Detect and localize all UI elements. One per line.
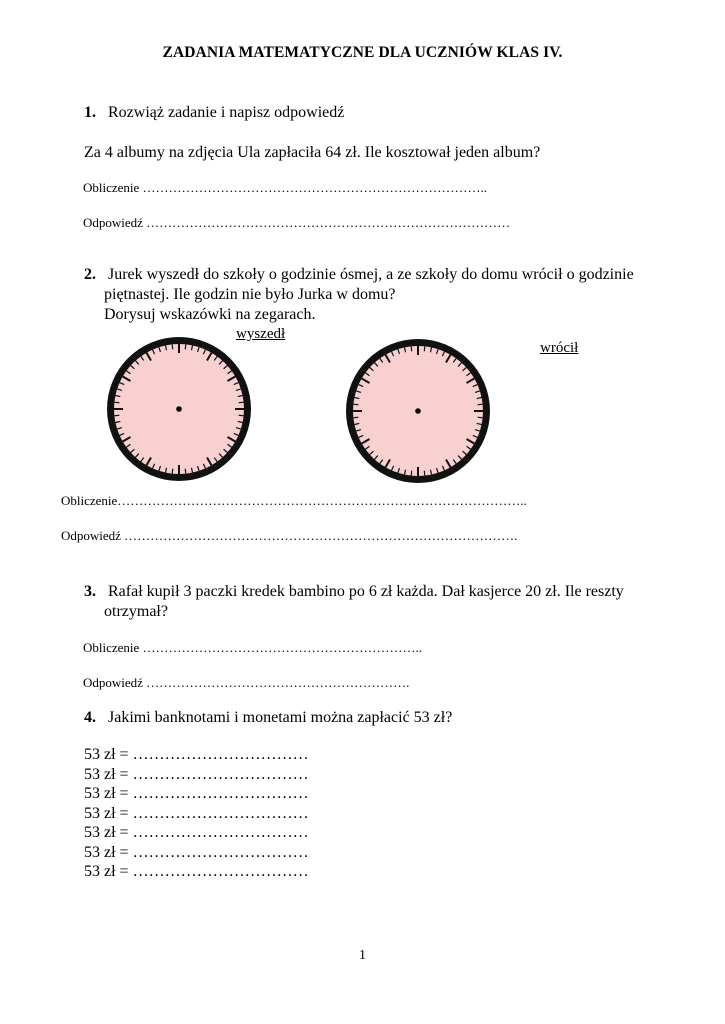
clock-left[interactable] [106, 336, 252, 482]
clock-minute-tick [114, 415, 119, 416]
q1-number: 1. [84, 104, 96, 121]
q1-instruction: Rozwiąż zadanie i napisz odpowiedź [108, 104, 345, 121]
q4-answer-lines [84, 745, 309, 882]
clock-minute-tick [411, 471, 412, 476]
clock-minute-tick [185, 469, 186, 474]
q2-line2: piętnastej. Ile godzin nie było Jurka w domu? [104, 286, 396, 303]
page-title: ZADANIA MATEMATYCZNE DLA UCZNIÓW KLAS IV. [162, 44, 563, 61]
clock-center-dot [415, 408, 421, 414]
q3-number: 3. [84, 583, 96, 600]
q3-line1: Rafał kupił 3 paczki kredek bambino po 6 zł każda. Dał kasjerce 20 zł. Ile reszty [108, 583, 624, 600]
page-number: 1 [359, 948, 366, 963]
q4-number: 4. [84, 709, 96, 726]
clock-minute-tick [411, 346, 412, 351]
q2-text-line1 [84, 265, 634, 285]
clock-minute-tick [239, 415, 244, 416]
q3-line2: otrzymał? [104, 603, 168, 620]
q2-answer-line: Odpowiedź ………………………………………………………………………………. [61, 528, 518, 543]
clock-minute-tick [424, 471, 425, 476]
q3-text-line1 [84, 582, 624, 602]
clock-label-right: wrócił [540, 340, 579, 356]
q4-answer-line: 53 zł = …………………………… [84, 843, 309, 861]
q4-answer-line: 53 zł = …………………………… [84, 804, 309, 822]
q2-line3: Dorysuj wskazówki na zegarach. [104, 306, 316, 323]
clock-minute-tick [185, 344, 186, 349]
clock-minute-tick [353, 404, 358, 405]
q1-answer-line: Odpowiedź ………………………………………………………………………… [83, 215, 511, 230]
q4-text: Jakimi banknotami i monetami można zapłacić 53 zł? [108, 709, 453, 726]
q4-answer-line: 53 zł = …………………………… [84, 824, 309, 841]
q1-text: Za 4 albumy na zdjęcia Ula zapłaciła 64 zł. Ile kosztował jeden album? [84, 144, 541, 161]
clock-center-dot [176, 406, 182, 412]
clock-minute-tick [172, 469, 173, 474]
q4-answer-line: 53 zł = …………………………… [84, 746, 309, 763]
clock-minute-tick [478, 404, 483, 405]
q3-answer-line: Odpowiedź ……………………………………………………. [83, 675, 410, 690]
clock-minute-tick [114, 402, 119, 403]
q4-answer-line: 53 zł = …………………………… [84, 863, 309, 880]
q3-calculation-line: Obliczenie ……………………………………………………….. [83, 640, 423, 655]
clock-minute-tick [353, 417, 358, 418]
clock-right[interactable] [345, 338, 491, 484]
clock-minute-tick [239, 402, 244, 403]
q1-calculation-line: Obliczenie …………………………………………………………………….. [83, 180, 488, 195]
q2-line1: Jurek wyszedł do szkoły o godzinie ósmej, a ze szkoły do domu wrócił o godzinie [108, 266, 634, 283]
q2-calculation-line: Obliczenie………………………………………………………………………………….. [61, 493, 527, 508]
q1-instruction-line [84, 103, 344, 123]
q4-answer-line: 53 zł = …………………………… [84, 765, 309, 783]
q4-text-line [84, 708, 452, 728]
clock-minute-tick [478, 417, 483, 418]
clock-minute-tick [172, 344, 173, 349]
q4-answer-line: 53 zł = …………………………… [84, 785, 309, 802]
clock-label-left: wyszedł [236, 326, 286, 342]
q2-number: 2. [84, 266, 96, 283]
clock-minute-tick [424, 346, 425, 351]
